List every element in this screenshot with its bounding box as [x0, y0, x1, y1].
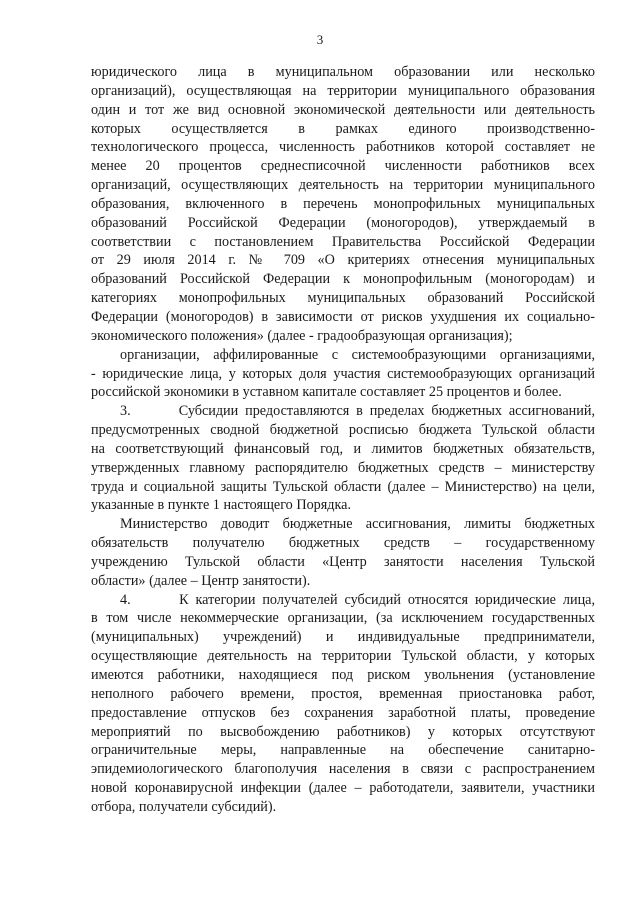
text-line: эпидемиологического благополучия населения в связи с распространением — [91, 761, 595, 778]
text-line: указанные в пункте 1 настоящего Порядка. — [91, 497, 352, 514]
text-line: области» (далее – Центр занятости). — [91, 572, 311, 589]
text-line: труда и социальной защиты Тульской области (далее – Министерство) на цели, — [91, 478, 595, 495]
text-line: (муниципальных) учреждений) и индивидуальные предприниматели, — [91, 629, 595, 646]
text-line: на соответствующий финансовый год, и лимитов бюджетных обязательств, — [91, 440, 595, 457]
text-line: новой коронавирусной инфекции (далее – работодатели, заявители, участники — [91, 780, 595, 797]
text-line: юридического лица в муниципальном образовании или несколько — [91, 64, 595, 80]
text-line: в том числе некоммерческие организации, (за исключением государственных — [91, 610, 595, 627]
text-line: образований Российской Федерации (моногородов), утверждаемый в — [91, 214, 595, 231]
document-body — [91, 63, 595, 817]
text-line: осуществляющие деятельность на территории Тульской области, у которых — [91, 648, 595, 665]
page-number: 3 — [316, 32, 324, 47]
text-line: отбора, получатели субсидий). — [91, 798, 277, 815]
text-line: организаций, осуществляющих деятельность на территории муниципального — [91, 177, 595, 194]
text-line: учреждению Тульской области «Центр занятости населения Тульской — [91, 553, 595, 570]
text-line: имеются работники, находящиеся под риском увольнения (установление — [91, 667, 595, 683]
text-line: Федерации (моногородов) в зависимости от рисков ухудшения их социально- — [91, 308, 595, 325]
text-line: экономического положения» (далее - градообразующая организация); — [91, 327, 513, 344]
text-line: организации, аффилированные с системообразующими организациями, — [120, 346, 595, 363]
text-line: от 29 июля 2014 г. № 709 «О критериях отнесения муниципальных — [91, 252, 595, 269]
text-line: категориях монопрофильных муниципальных образований Российской — [91, 290, 595, 307]
text-line: 4. К категории получателей субсидий относятся юридические лица, — [120, 591, 595, 608]
text-line: обязательств получателю бюджетных средств – государственному — [91, 535, 595, 552]
text-line: мероприятий по высвобождению работников) у которых отсутствуют — [91, 723, 595, 740]
text-line: неполного рабочего времени, простоя, временная приостановка работ, — [91, 685, 595, 702]
text-line: ограничительные меры, направленные на обеспечение санитарно- — [91, 742, 595, 759]
text-line: менее 20 процентов среднесписочной численности работников всех — [91, 158, 595, 175]
text-line: организаций), осуществляющая на территории муниципального образования — [91, 82, 595, 99]
text-line: технологического процесса, численность работников которой составляет не — [91, 139, 595, 156]
text-line: утвержденных главному распорядителю бюджетных средств – министерству — [91, 459, 595, 476]
text-line: - юридические лица, у которых доля участия системообразующих организаций — [91, 365, 595, 382]
text-line: Министерство доводит бюджетные ассигнования, лимиты бюджетных — [120, 516, 595, 533]
text-line: соответствии с постановлением Правительства Российской Федерации — [91, 233, 595, 250]
text-line: которых осуществляется в рамках единого производственно- — [91, 120, 595, 137]
text-line: российской экономики в уставном капитале составляет 25 процентов и более. — [91, 384, 562, 401]
text-line: предоставление отпусков без сохранения заработной платы, проведение — [91, 704, 595, 721]
text-line: образования, включенного в перечень монопрофильных муниципальных — [91, 195, 595, 212]
text-line: 3. Субсидии предоставляются в пределах бюджетных ассигнований, — [120, 403, 595, 420]
text-line: один и тот же вид основной экономической деятельности или деятельность — [91, 101, 595, 118]
text-line: предусмотренных сводной бюджетной росписью бюджета Тульской области — [91, 422, 595, 439]
text-line: образований Российской Федерации к монопрофильным (моногородам) и — [91, 271, 595, 288]
